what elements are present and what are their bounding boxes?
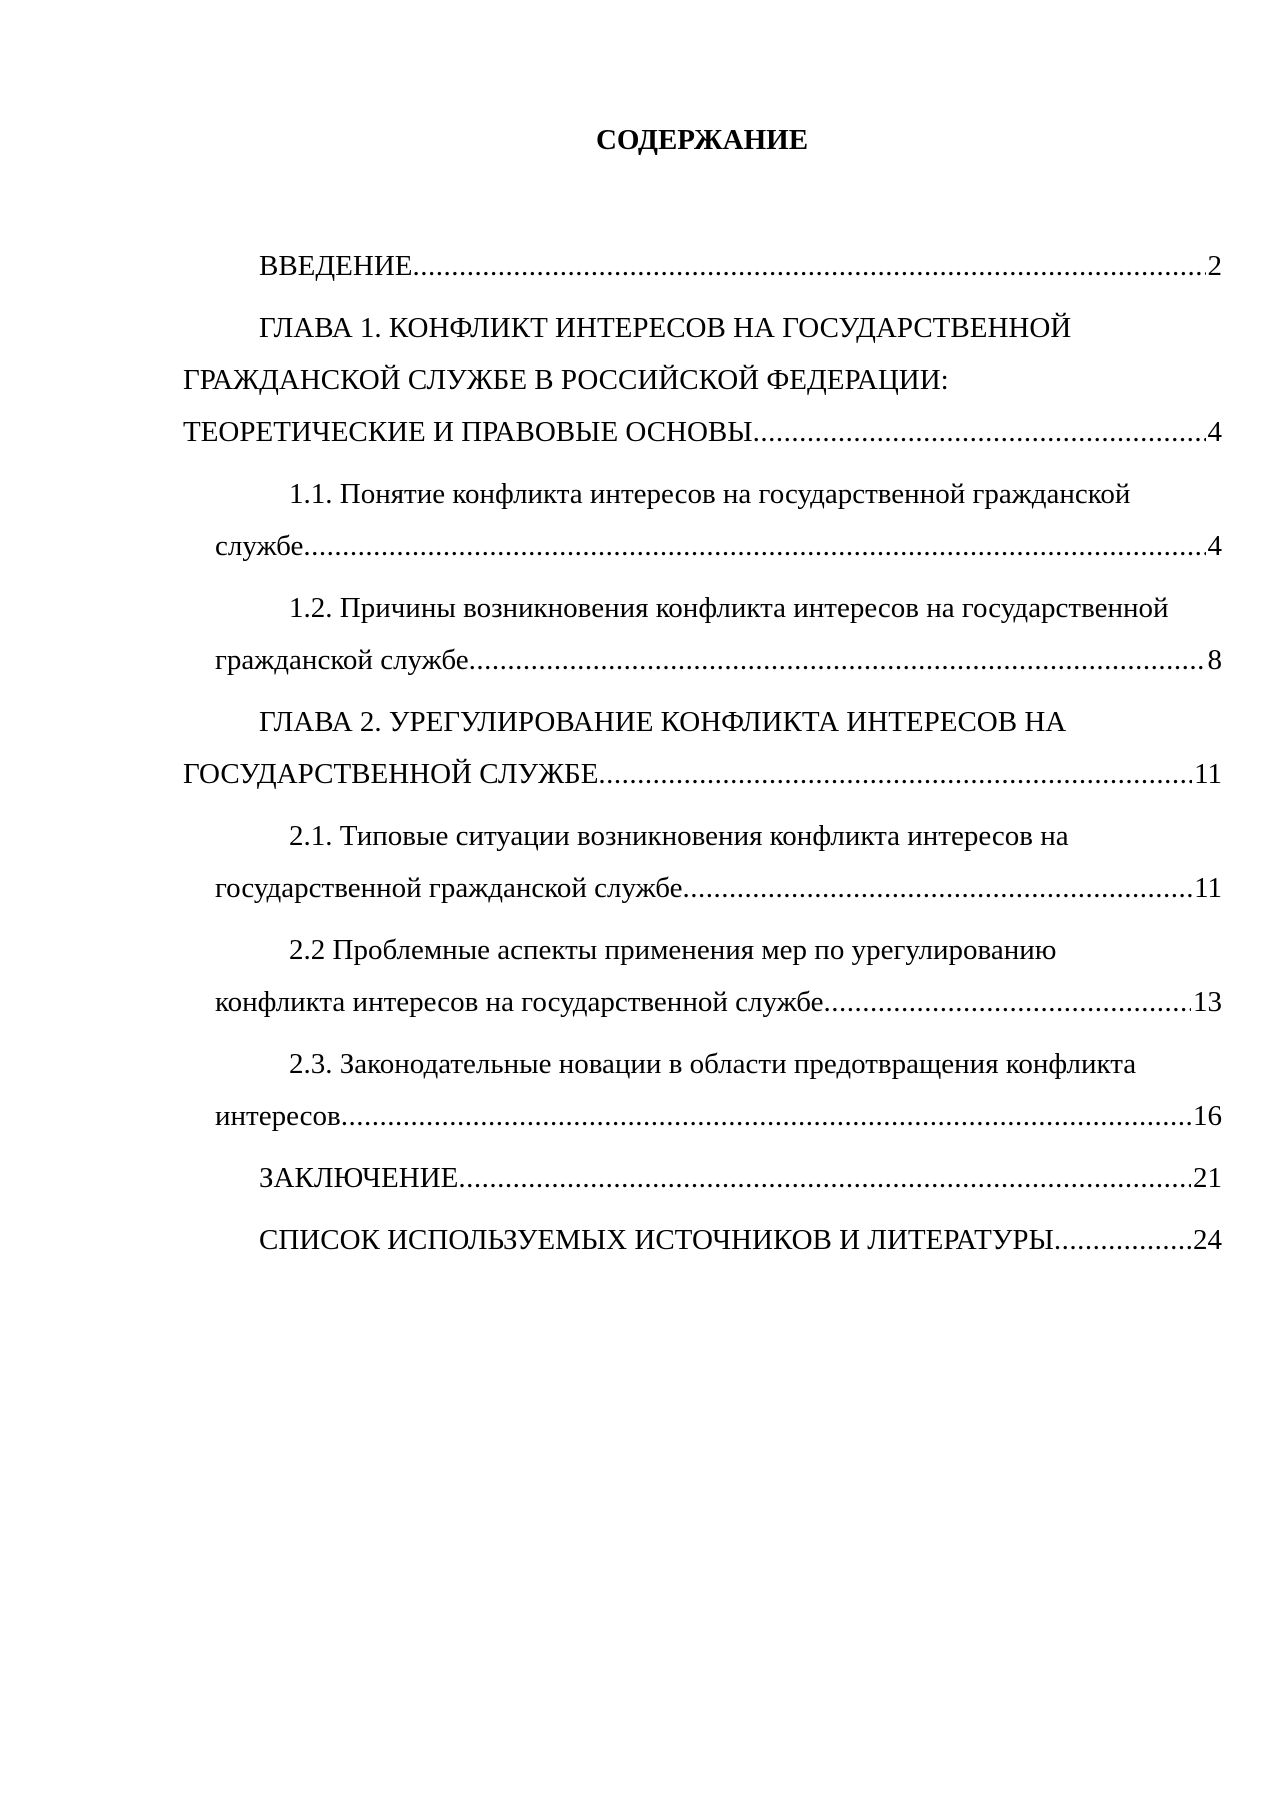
- toc-page-number: 24: [1193, 1224, 1222, 1256]
- toc-entry-chapter-2[interactable]: [183, 696, 1222, 800]
- toc-page-number: 4: [1207, 416, 1222, 448]
- toc-entry-text: 1.1. Понятие конфликта интересов на государственной гражданской: [289, 478, 1131, 510]
- table-of-contents: [183, 240, 1222, 1276]
- toc-page-number: 21: [1193, 1162, 1222, 1194]
- toc-entry-text: ВВЕДЕНИЕ: [259, 250, 413, 282]
- dot-leader: [1054, 1214, 1191, 1266]
- toc-entry-text: ГРАЖДАНСКОЙ СЛУЖБЕ В РОССИЙСКОЙ ФЕДЕРАЦИИ:: [183, 364, 949, 396]
- dot-leader: [683, 862, 1193, 914]
- toc-entry-section-2-2[interactable]: [215, 924, 1222, 1028]
- toc-entry-text: 2.3. Законодательные новации в области предотвращения конфликта: [289, 1048, 1137, 1080]
- dot-leader: [823, 976, 1191, 1028]
- toc-page-number: 2: [1207, 250, 1222, 282]
- toc-entry-conclusion[interactable]: [183, 1152, 1222, 1204]
- toc-entry-text: ГОСУДАРСТВЕННОЙ СЛУЖБЕ: [183, 758, 599, 790]
- dot-leader: [458, 1152, 1191, 1204]
- toc-page-number: 11: [1194, 872, 1222, 904]
- toc-entry-text: 2.2 Проблемные аспекты применения мер по урегулированию: [289, 934, 1057, 966]
- dot-leader: [303, 520, 1205, 572]
- toc-entry-introduction[interactable]: [183, 240, 1222, 292]
- toc-entry-text: конфликта интересов на государственной службе: [215, 986, 824, 1018]
- page-title: СОДЕРЖАНИЕ: [595, 124, 809, 156]
- toc-entry-text: интересов: [215, 1100, 341, 1132]
- toc-entry-text: ГЛАВА 2. УРЕГУЛИРОВАНИЕ КОНФЛИКТА ИНТЕРЕСОВ НА: [259, 706, 1067, 738]
- toc-entry-text: государственной гражданской службе: [215, 872, 683, 904]
- toc-entry-text: 1.2. Причины возникновения конфликта интересов на государственной: [289, 592, 1169, 624]
- toc-entry-text: СПИСОК ИСПОЛЬЗУЕМЫХ ИСТОЧНИКОВ И ЛИТЕРАТУРЫ: [259, 1224, 1054, 1256]
- dot-leader: [341, 1090, 1191, 1142]
- toc-entry-text: ГЛАВА 1. КОНФЛИКТ ИНТЕРЕСОВ НА ГОСУДАРСТВЕННОЙ: [259, 312, 1072, 344]
- toc-page-number: 4: [1207, 530, 1222, 562]
- dot-leader: [753, 406, 1206, 458]
- toc-entry-text: службе: [215, 530, 304, 562]
- toc-entry-section-2-1[interactable]: [215, 810, 1222, 914]
- toc-entry-bibliography[interactable]: [183, 1214, 1222, 1266]
- toc-page-number: 16: [1193, 1100, 1222, 1132]
- toc-page-number: 8: [1207, 644, 1222, 676]
- dot-leader: [413, 240, 1206, 292]
- toc-entry-text: ТЕОРЕТИЧЕСКИЕ И ПРАВОВЫЕ ОСНОВЫ: [183, 416, 753, 448]
- toc-entry-section-1-1[interactable]: [215, 468, 1222, 572]
- toc-entry-text: гражданской службе: [215, 644, 469, 676]
- dot-leader: [598, 748, 1192, 800]
- toc-entry-section-1-2[interactable]: [215, 582, 1222, 686]
- toc-page-number: 11: [1194, 758, 1222, 790]
- toc-entry-chapter-1[interactable]: [183, 302, 1222, 458]
- toc-entry-text: 2.1. Типовые ситуации возникновения конфликта интересов на: [289, 820, 1069, 852]
- toc-entry-section-2-3[interactable]: [215, 1038, 1222, 1142]
- toc-entry-text: ЗАКЛЮЧЕНИЕ: [259, 1162, 459, 1194]
- toc-page-number: 13: [1193, 986, 1222, 1018]
- dot-leader: [469, 634, 1206, 686]
